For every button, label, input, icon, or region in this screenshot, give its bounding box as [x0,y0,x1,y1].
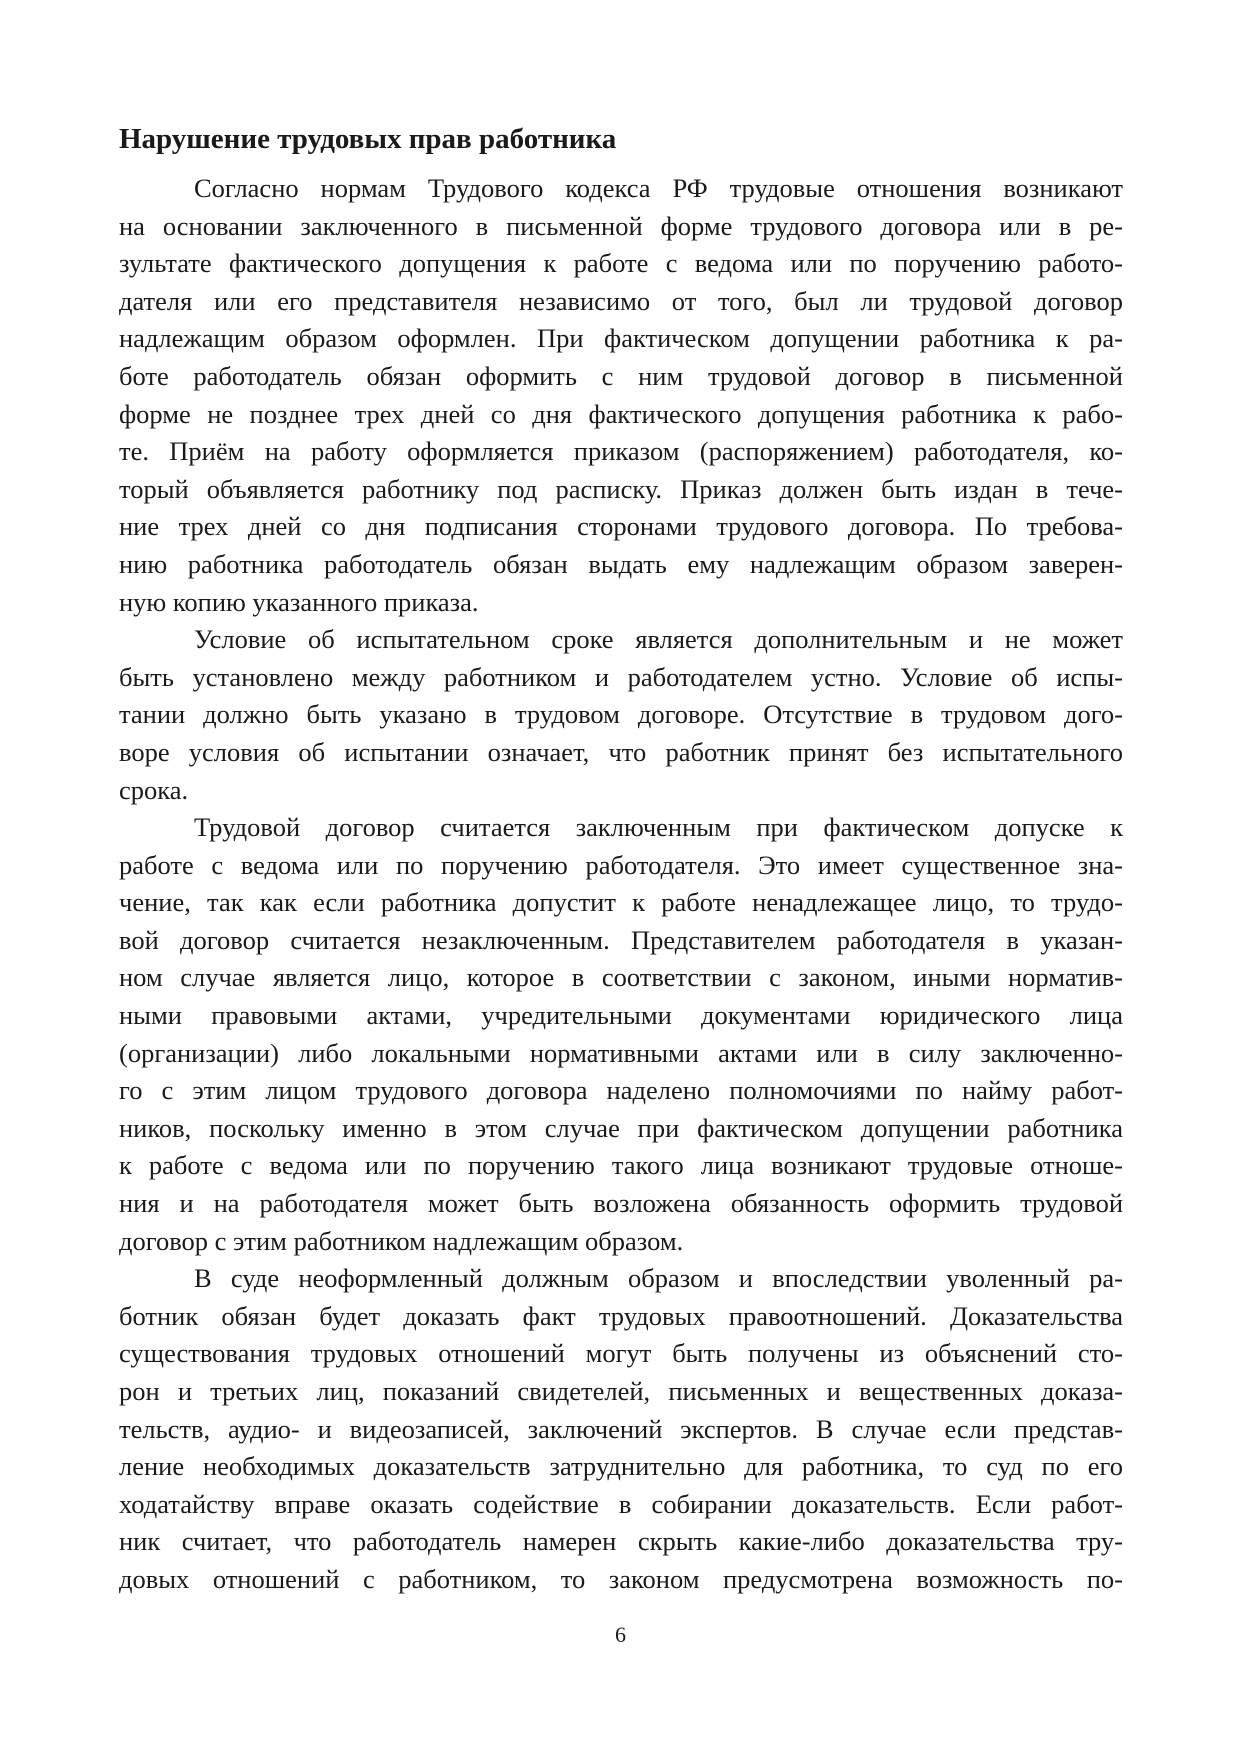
text-line: Условие об испытательном сроке является дополнительным и не может [194,624,1123,655]
text-line: форме не позднее трех дней со дня фактического допущения работника к рабо- [119,398,1123,429]
text-line: надлежащим образом оформлен. При фактическом допущении работника к ра- [119,323,1123,354]
text-line: дателя или его представителя независимо от того, был ли трудовой договор [119,285,1123,316]
text-line: чение, так как если работника допустит к работе ненадлежащее лицо, то трудо- [119,887,1123,918]
page-number: 6 [615,1622,626,1647]
text-line: В суде неоформленный должным образом и впоследствии уволенный ра- [194,1263,1123,1294]
text-line: ник считает, что работодатель намерен скрыть какие-либо доказательства тру- [119,1526,1123,1557]
text-line: тании должно быть указано в трудовом договоре. Отсутствие в трудовом дого- [119,699,1123,730]
text-line: ходатайству вправе оказать содействие в собирании доказательств. Если работ- [119,1488,1123,1519]
text-line: тельств, аудио- и видеозаписей, заключений экспертов. В случае если представ- [119,1413,1123,1444]
text-line: ботник обязан будет доказать факт трудовых правоотношений. Доказательства [119,1300,1123,1331]
text-line: срока. [119,774,189,805]
text-line: Согласно нормам Трудового кодекса РФ трудовые отношения возникают [194,173,1123,203]
text-line: ние трех дней со дня подписания сторонами трудового договора. По требова- [119,511,1123,542]
text-line: Трудовой договор считается заключенным при фактическом допуске к [194,812,1123,843]
text-line: ников, поскольку именно в этом случае при фактическом допущении работника [119,1112,1123,1143]
text-line: боте работодатель обязан оформить с ним трудовой договор в письменной [119,360,1123,391]
text-line: го с этим лицом трудового договора наделено полномочиями по найму работ- [119,1075,1123,1106]
text-line: рон и третьих лиц, показаний свидетелей, письменных и вещественных доказа- [119,1376,1123,1406]
text-line: те. Приём на работу оформляется приказом (распоряжением) работодателя, ко- [119,436,1123,467]
text-line: существования трудовых отношений могут быть получены из объяснений сто- [119,1338,1123,1369]
text-line: ными правовыми актами, учредительными документами юридического лица [119,1000,1123,1031]
text-line: на основании заключенного в письменной форме трудового договора или в ре- [119,210,1123,241]
text-line: работе с ведома или по поручению работодателя. Это имеет существенное зна- [119,849,1123,880]
text-line: ном случае является лицо, которое в соответствии с законом, иными норматив- [119,962,1123,993]
paragraph [119,170,1123,621]
text-line: договор с этим работником надлежащим образом. [119,1225,684,1256]
paragraph [119,809,1123,1260]
text-line: торый объявляется работнику под расписку. Приказ должен быть издан в тече- [119,473,1123,504]
text-line: вой договор считается незаключенным. Представителем работодателя в указан- [119,924,1123,955]
paragraph [119,1260,1123,1598]
text-line: (организации) либо локальными нормативными актами или в силу заключенно- [119,1037,1123,1068]
text-line: ление необходимых доказательств затруднительно для работника, то суд по его [119,1451,1123,1482]
text-line: к работе с ведома или по поручению такого лица возникают трудовые отноше- [119,1150,1123,1181]
text-line: нию работника работодатель обязан выдать ему надлежащим образом заверен- [119,548,1123,579]
text-line: быть установлено между работником и работодателем устно. Условие об испы- [119,661,1123,692]
text-line: воре условия об испытании означает, что работник принят без испытательного [119,736,1123,767]
body-text [119,170,1123,1599]
text-line: довых отношений с работником, то законом предусмотрена возможность по- [119,1563,1123,1594]
paragraph [119,621,1123,809]
text-line: зультате фактического допущения к работе с ведома или по поручению работо- [119,248,1123,279]
text-line: ния и на работодателя может быть возложена обязанность оформить трудовой [119,1188,1123,1219]
section-heading: Нарушение трудовых прав работника [119,123,617,155]
text-line: ную копию указанного приказа. [119,586,479,617]
